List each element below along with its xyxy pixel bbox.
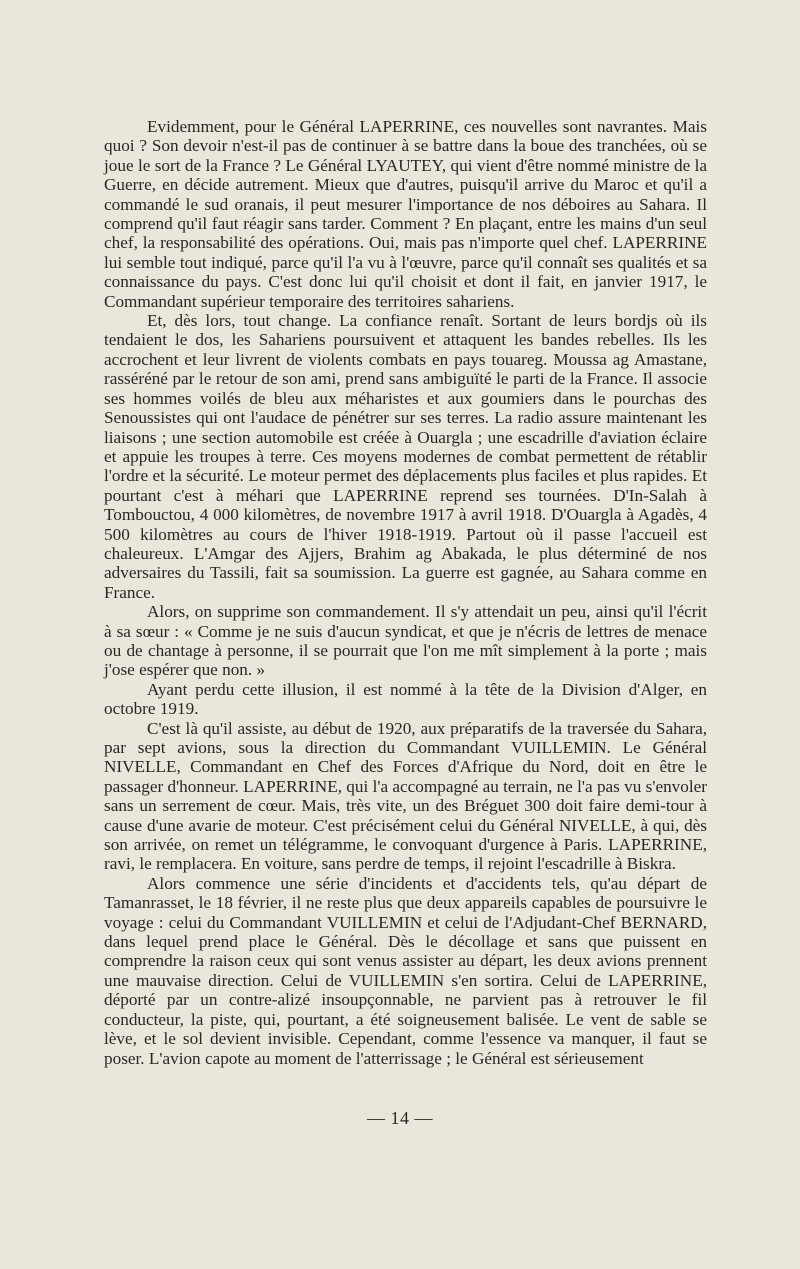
paragraph-6: Alors commence une série d'incidents et d'accidents tels, qu'au départ de Tamanrasset, le 18 février, il ne reste plus que deux appareils capables de poursuivre le voyage : celui du Commandant VUILLEMIN et celui de l'Adjudant-Chef BERNARD, dans lequel prend place le Général. Dès le décollage et sans que puissent en comprendre la raison ceux qui sont venus assister au départ, les deux avions prennent une mauvaise direction. Celui de VUILLEMIN s'en sortira. Celui de LAPERRINE, déporté par un contre-alizé insoupçonnable, ne parvient pas à retrouver le fil conducteur, la piste, qui, pourtant, a été soigneusement balisée. Le vent de sable se lève, et le sol devient invisible. Cependant, comme l'essence va manquer, il faut se poser. L'avion capote au moment de l'atterrissage ; le Général est sérieusement [104,873,707,1068]
paragraph-4: Ayant perdu cette illusion, il est nommé à la tête de la Division d'Alger, en octobre 1919. [104,679,707,719]
page-number: — 14 — [367,1108,433,1128]
paragraph-3: Alors, on supprime son commandement. Il s'y attendait un peu, ainsi qu'il l'écrit à sa sœur : « Comme je ne suis d'aucun syndicat, et que je n'écris de lettres de menace ou de chantage à personne, il se pourrait que l'on me mît simplement à la porte ; mais j'ose espérer que non. » [104,602,707,680]
body-text [104,117,707,1068]
paragraph-1: Evidemment, pour le Général LAPERRINE, ces nouvelles sont navrantes. Mais quoi ? Son devoir n'est-il pas de continuer à se battre dans la boue des tranchées, où se joue le sort de la France ? Le Général LYAUTEY, qui vient d'être nommé ministre de la Guerre, en décide autrement. Mieux que d'autres, puisqu'il arrive du Maroc et qu'il a commandé le sud oranais, il peut mesurer l'importance de nos déboires au Sahara. Il comprend qu'il faut réagir sans tarder. Comment ? En plaçant, entre les mains d'un seul chef, la responsabilité des opérations. Oui, mais pas n'importe quel chef. LAPERRINE lui semble tout indiqué, parce qu'il l'a vu à l'œuvre, parce qu'il connaît ses qualités et sa connaissance du pays. C'est donc lui qu'il choisit et dont il fait, en janvier 1917, le Commandant supérieur temporaire des territoires sahariens. [104,117,707,311]
paragraph-2: Et, dès lors, tout change. La confiance renaît. Sortant de leurs bordjs où ils tendaient le dos, les Sahariens poursuivent et attaquent les bandes rebelles. Ils les accrochent et leur livrent de violents combats en pays touareg. Moussa ag Amastane, rasséréné par le retour de son ami, prend sans ambiguïté le parti de la France. Il associe ses hommes voilés de bleu aux méharistes et aux goumiers dans le pourchas des Senoussistes qui ont l'audace de pénétrer sur ses terres. La radio assure maintenant les liaisons ; une section automobile est créée à Ouargla ; une escadrille d'aviation éclaire et appuie les troupes à terre. Ces moyens modernes de combat permettent de rétablir l'ordre et la sécurité. Le moteur permet des déplacements plus faciles et plus rapides. Et pourtant c'est à méhari que LAPERRINE reprend ses tournées. D'In-Salah à Tombouctou, 4 000 kilomètres, de novembre 1917 à avril 1918. D'Ouargla à Agadès, 4 500 kilomètres au cours de l'hiver 1918-1919. Partout où il passe l'accueil est chaleureux. L'Amgar des Ajjers, Brahim ag Abakada, le plus déterminé de nos adversaires du Tassili, fait sa soumission. La guerre est gagnée, au Sahara comme en France. [104,311,707,602]
paragraph-5: C'est là qu'il assiste, au début de 1920, aux préparatifs de la traversée du Sahara, par sept avions, sous la direction du Commandant VUILLEMIN. Le Général NIVELLE, Commandant en Chef des Forces d'Afrique du Nord, doit en être le passager d'honneur. LAPERRINE, qui l'a accompagné au terrain, ne l'a pas vu s'envoler sans un serrement de cœur. Mais, très vite, un des Bréguet 300 doit faire demi-tour à cause d'une avarie de moteur. C'est précisément celui du Général NIVELLE, à qui, dès son arrivée, on remet un télégramme, le convoquant d'urgence à Paris. LAPERRINE, ravi, le remplacera. En voiture, sans perdre de temps, il rejoint l'escadrille à Biskra. [104,718,707,874]
